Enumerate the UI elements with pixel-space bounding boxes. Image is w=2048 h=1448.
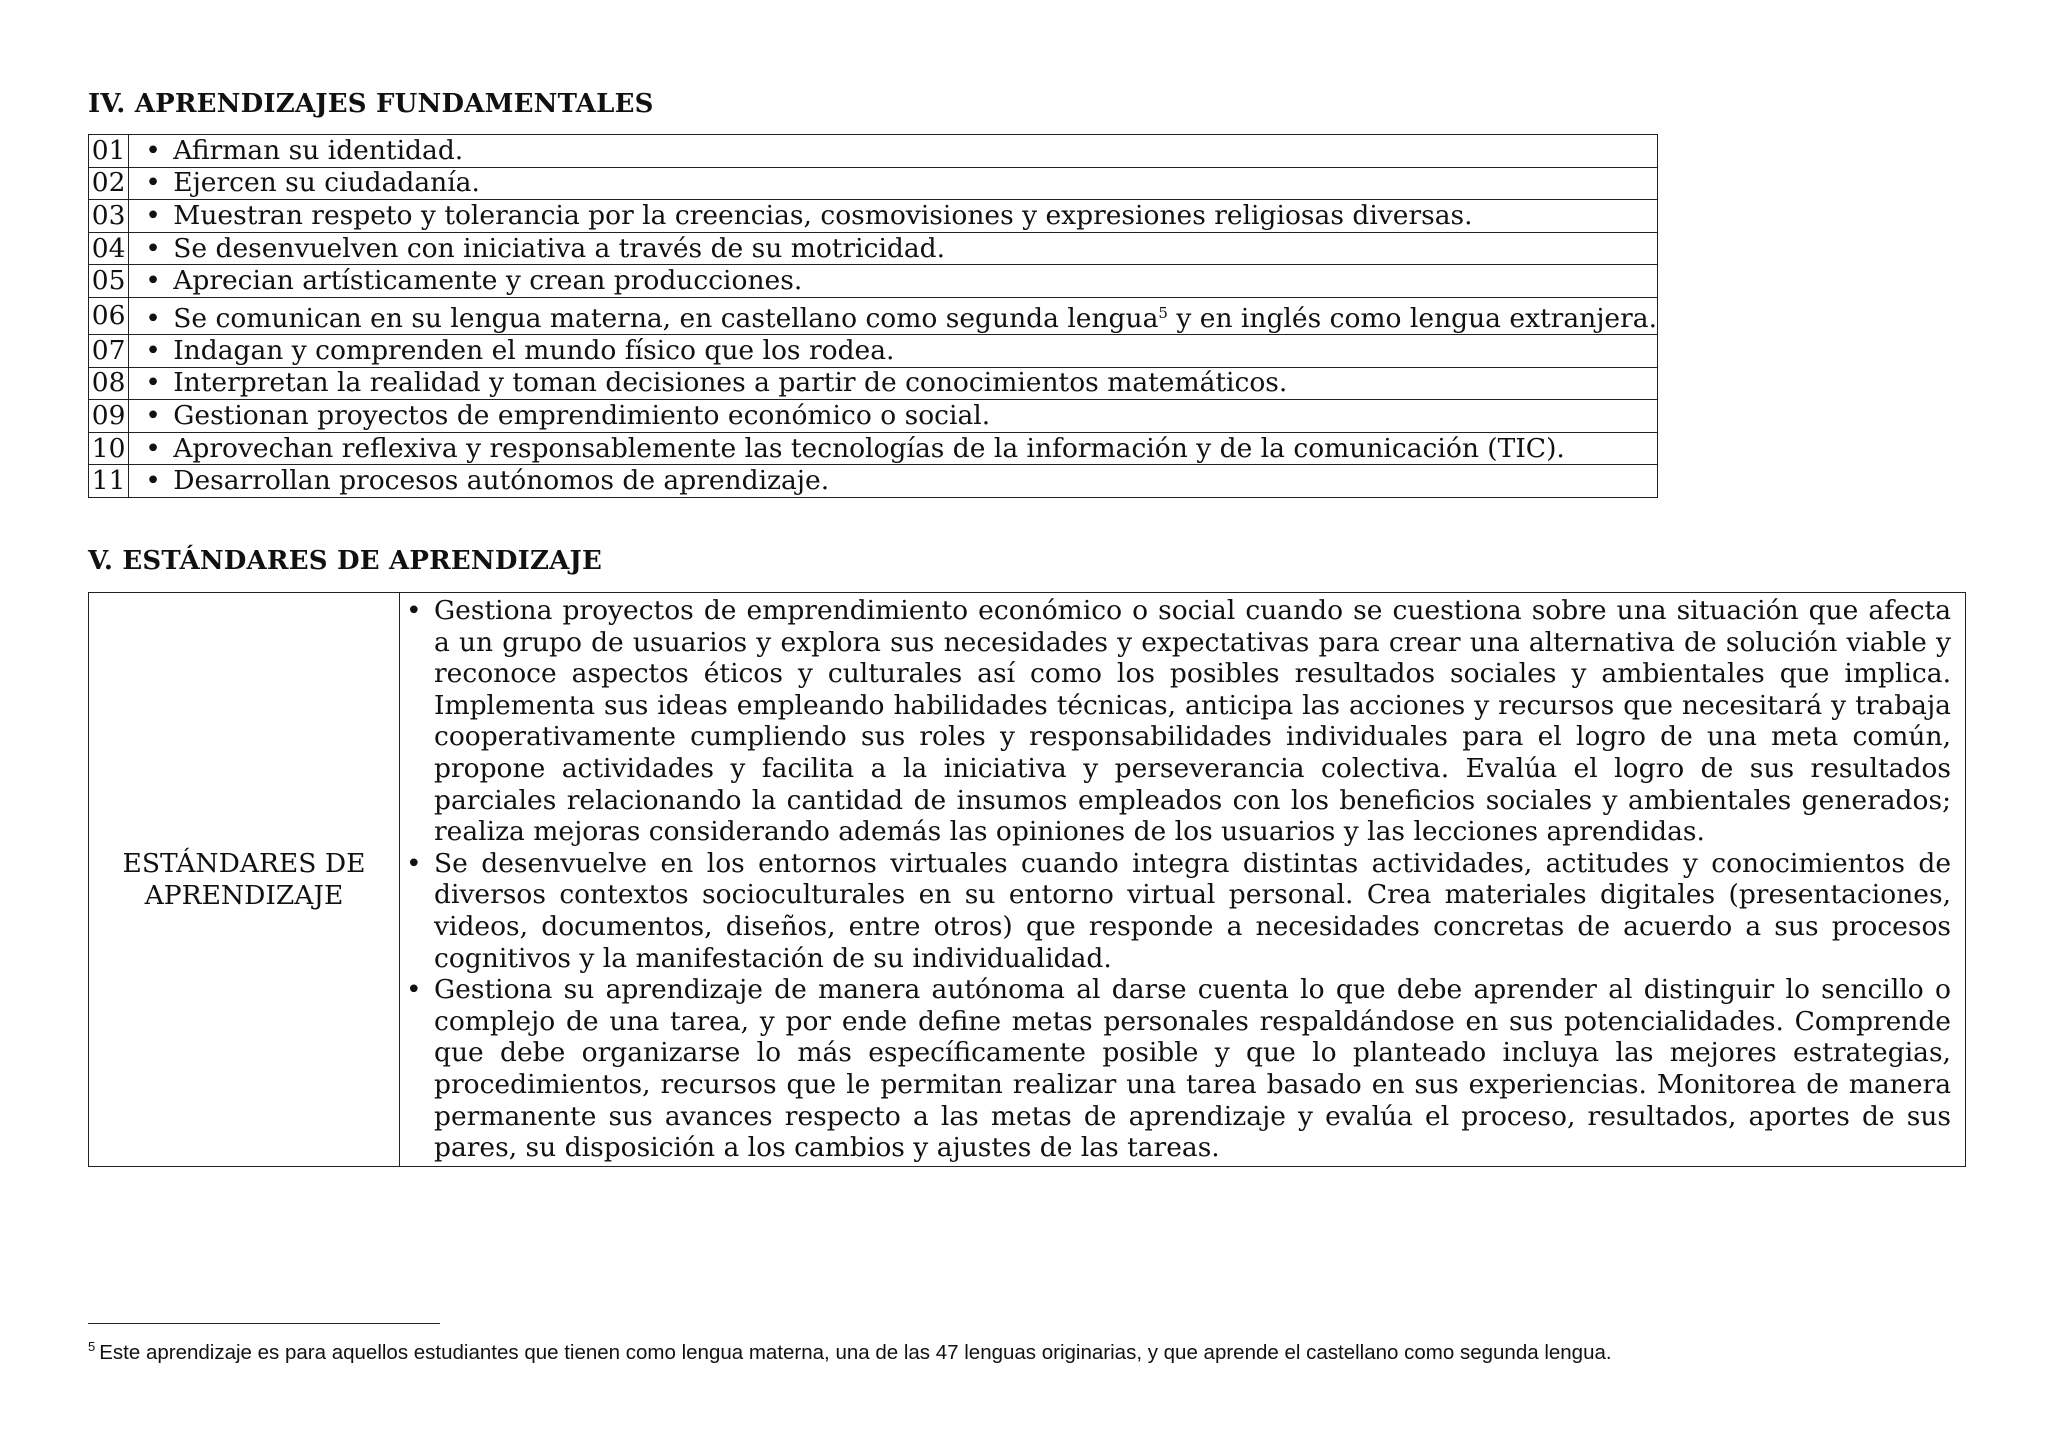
row-text: • Aprecian artísticamente y crean producciones. [129, 265, 1658, 298]
row-number: 05 [89, 265, 129, 298]
row-text: • Interpretan la realidad y toman decisiones a partir de conocimientos matemáticos. [129, 367, 1658, 400]
table-row [89, 432, 1658, 465]
row-text: • Aprovechan reflexiva y responsablemente las tecnologías de la información y de la comunicación (TIC). [129, 432, 1658, 465]
table-row [89, 232, 1658, 265]
table-row [89, 400, 1658, 433]
bullet-icon: • [145, 302, 161, 334]
bullet-icon: • [145, 134, 161, 166]
row-number: 09 [89, 400, 129, 433]
list-item: • Gestiona proyectos de emprendimiento económico o social cuando se cuestiona sobre una situación que afecta a un grupo de usuarios y explora sus necesidades y expectativas para crear una alternativa de solución viable y reconoce aspectos éticos y culturales así como los posibles resultados sociales y ambientales que implica. Implementa sus ideas empleando habilidades técnicas, anticipa las acciones y recursos que necesitará y trabaja cooperativamente cumpliendo sus roles y responsabilidades individuales para el logro de una meta común, propone actividades y facilita a la iniciativa y perseverancia colectiva. Evalúa el logro de sus resultados parciales relacionando la cantidad de insumos empleados con los beneficios sociales y ambientales generados; realiza mejoras considerando además las opiniones de los usuarios y las lecciones aprendidas. [400, 595, 1951, 848]
section-iv-heading: IV. APRENDIZAJES FUNDAMENTALES [88, 89, 654, 119]
row-text: • Desarrollan procesos autónomos de aprendizaje. [129, 465, 1658, 498]
list-item: • Se desenvuelve en los entornos virtuales cuando integra distintas actividades, actitudes y conocimientos de diversos contextos socioculturales en su entorno virtual personal. Crea materiales digitales (presentaciones, videos, documentos, diseños, entre otros) que responde a necesidades concretas de acuerdo a sus procesos cognitivos y la manifestación de su individualidad. [400, 848, 1951, 974]
table-row [89, 297, 1658, 334]
row-text: • Indagan y comprenden el mundo físico que los rodea. [129, 334, 1658, 367]
estandares-label-cell [89, 593, 400, 1167]
row-number: 06 [89, 297, 129, 334]
table-row [89, 167, 1658, 200]
row-number: 11 [89, 465, 129, 498]
row-number: 08 [89, 367, 129, 400]
table-row [89, 200, 1658, 233]
table-row [89, 135, 1658, 168]
table-row [89, 367, 1658, 400]
row-number: 01 [89, 135, 129, 168]
row-number: 02 [89, 167, 129, 200]
row-number: 04 [89, 232, 129, 265]
list-item: • Gestiona su aprendizaje de manera autónoma al darse cuenta lo que debe aprender al distinguir lo sencillo o complejo de una tarea, y por ende define metas personales respaldándose en sus potencialidades. Comprende que debe organizarse lo más específicamente posible y que lo planteado incluya las mejores estrategias, procedimientos, recursos que le permitan realizar una tarea basado en sus experiencias. Monitorea de manera permanente sus avances respecto a las metas de aprendizaje y evalúa el proceso, resultados, aportes de sus pares, su disposición a los cambios y ajustes de las tareas. [400, 974, 1951, 1164]
row-text: • Ejercen su ciudadanía. [129, 167, 1658, 200]
row-text: • Se comunican en su lengua materna, en castellano como segunda lengua$^5$ y en inglés como lengua extranjera. [129, 297, 1658, 334]
table-row [89, 465, 1658, 498]
table-row [89, 334, 1658, 367]
bullet-icon: • [145, 432, 161, 464]
bullet-icon: • [145, 334, 161, 366]
row-text: • Muestran respeto y tolerancia por la creencias, cosmovisiones y expresiones religiosas diversas. [129, 200, 1658, 233]
bullet-icon: • [145, 265, 161, 297]
bullet-icon: • [145, 367, 161, 399]
footnote-reference[interactable]: 5 [1158, 303, 1168, 322]
estandares-list [400, 595, 1951, 1164]
footnote-mark: 5 [88, 1339, 96, 1354]
label-line: APRENDIZAJE [144, 879, 344, 911]
estandares-table [88, 592, 1966, 1167]
row-text: • Gestionan proyectos de emprendimiento económico o social. [129, 400, 1658, 433]
row-number: 03 [89, 200, 129, 233]
section-v-heading: V. ESTÁNDARES DE APRENDIZAJE [88, 546, 603, 576]
row-text: • Afirman su identidad. [129, 135, 1658, 168]
row-number: 07 [89, 334, 129, 367]
bullet-icon: • [145, 465, 161, 497]
table-row [89, 593, 1966, 1167]
label-line: ESTÁNDARES DE [122, 847, 366, 879]
table-row [89, 265, 1658, 298]
footnote [88, 1339, 1612, 1365]
row-number: 10 [89, 432, 129, 465]
bullet-icon: • [145, 232, 161, 264]
bullet-icon: • [145, 199, 161, 231]
footnote-text: Este aprendizaje es para aquellos estudiantes que tienen como lengua materna, una de las 47 lenguas originarias, y que aprende el castellano como segunda lengua. [99, 1341, 1612, 1364]
estandares-items-cell [400, 593, 1966, 1167]
bullet-icon: • [145, 399, 161, 431]
bullet-icon: • [145, 167, 161, 199]
row-text: • Se desenvuelven con iniciativa a través de su motricidad. [129, 232, 1658, 265]
aprendizajes-table [88, 134, 1658, 498]
footnote-separator [88, 1323, 440, 1324]
